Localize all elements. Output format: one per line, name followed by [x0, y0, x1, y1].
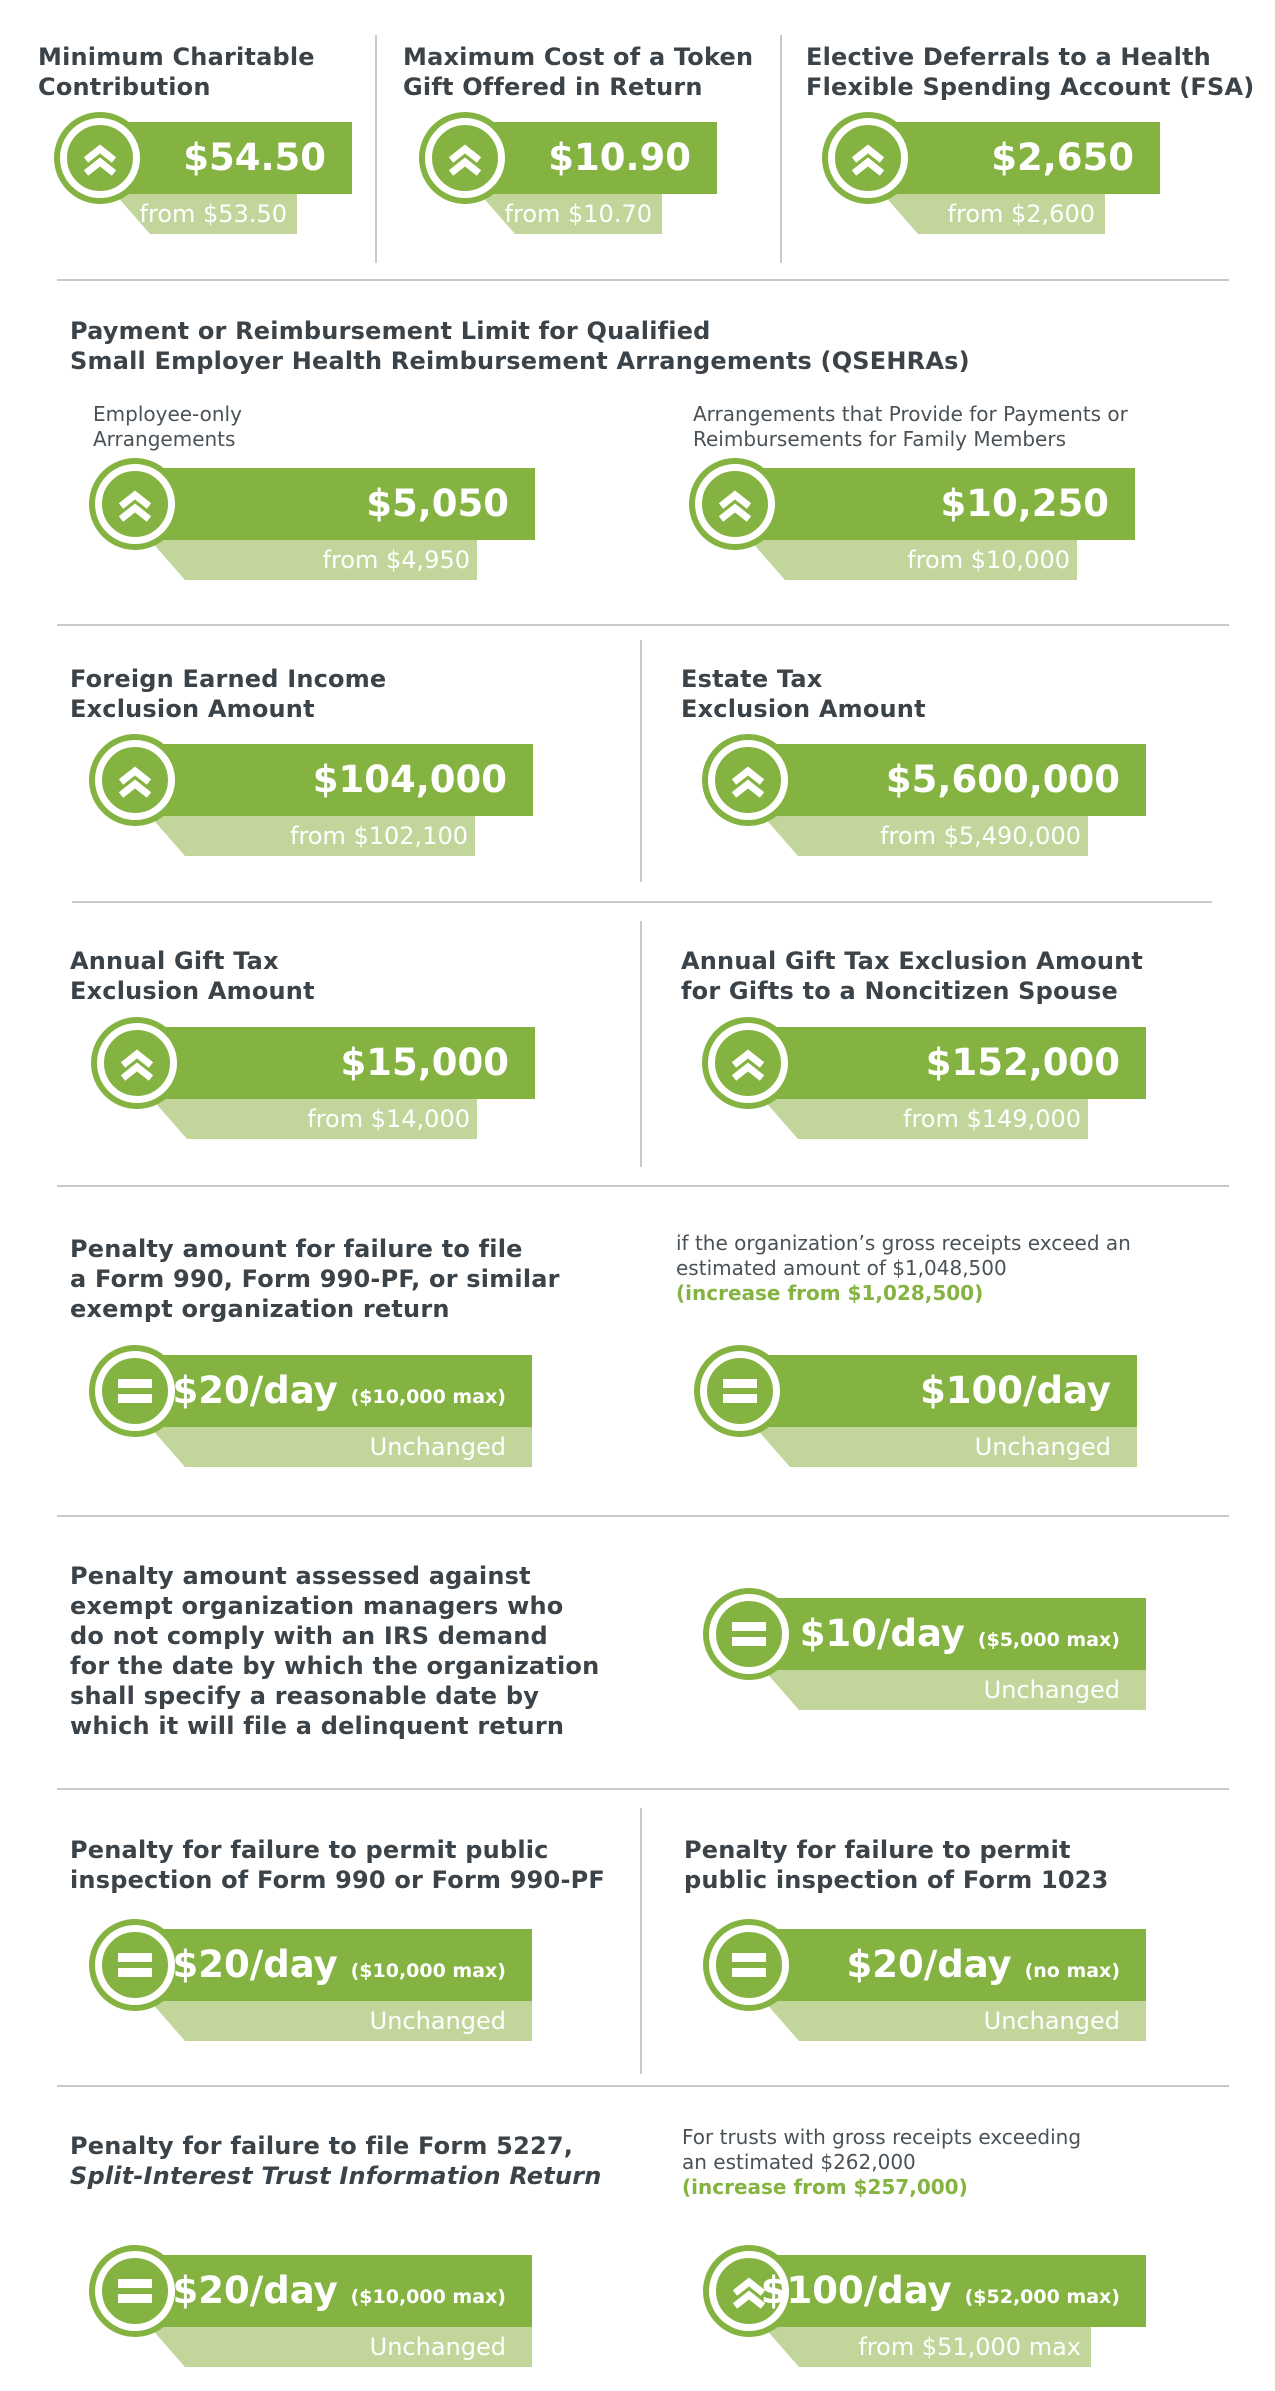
gift-noncitizen-title: Annual Gift Tax Exclusion Amount for Gifts to a Noncitizen Spouse	[681, 947, 1144, 1005]
divider-vertical	[640, 921, 642, 1167]
amount: $10/day ($5,000 max)	[799, 1612, 1120, 1655]
amount: $20/day ($10,000 max)	[172, 1943, 506, 1986]
from-value: from $2,600	[947, 200, 1095, 228]
amount: $20/day ($10,000 max)	[172, 1369, 506, 1412]
status-unchanged: Unchanged	[983, 2007, 1120, 2035]
qsehra-family-subtitle: Arrangements that Provide for Payments or Reimbursements for Family Members	[693, 402, 1128, 451]
from-value: from $149,000	[903, 1105, 1081, 1133]
status-unchanged: Unchanged	[974, 1433, 1111, 1461]
amount: $2,650	[991, 136, 1134, 179]
divider-vertical	[780, 35, 782, 263]
from-value: from $51,000 max	[858, 2333, 1081, 2361]
from-value: from $4,950	[322, 546, 470, 574]
divider-horizontal	[57, 1788, 1229, 1790]
fsa-badge	[828, 122, 1160, 234]
increase-chevron-icon	[708, 1023, 788, 1103]
form990-large-badge	[700, 1355, 1137, 1467]
amount: $15,000	[340, 1041, 509, 1084]
gift-tax-title: Annual Gift Tax Exclusion Amount	[70, 947, 315, 1005]
estate-tax-title: Estate Tax Exclusion Amount	[681, 665, 926, 723]
qsehra-title: Payment or Reimbursement Limit for Qualified Small Employer Health Reimbursement Arrangements (QSEHRAs)	[70, 317, 970, 375]
inspection-990-title: Penalty for failure to permit public inspection of Form 990 or Form 990-PF	[70, 1836, 605, 1894]
qsehra-employee-subtitle: Employee-only Arrangements	[93, 402, 242, 451]
fsa-title: Elective Deferrals to a Health Flexible Spending Account (FSA)	[806, 43, 1255, 101]
from-value: from $53.50	[139, 200, 287, 228]
divider-horizontal	[57, 2085, 1229, 2087]
from-value: from $10,000	[907, 546, 1070, 574]
increase-chevron-icon	[695, 464, 775, 544]
amount: $5,600,000	[885, 758, 1120, 801]
amount: $20/day (no max)	[846, 1943, 1120, 1986]
unchanged-equals-icon	[709, 1925, 789, 2005]
increase-chevron-icon	[95, 464, 175, 544]
unchanged-equals-icon	[95, 2251, 175, 2331]
amount: $54.50	[183, 136, 326, 179]
divider-horizontal	[57, 279, 1229, 281]
amount: $20/day ($10,000 max)	[172, 2269, 506, 2312]
from-value: from $10.70	[504, 200, 652, 228]
from-value: from $102,100	[290, 822, 468, 850]
managers-penalty-badge	[709, 1598, 1146, 1710]
unchanged-equals-icon	[709, 1594, 789, 1674]
status-unchanged: Unchanged	[369, 2007, 506, 2035]
increase-chevron-icon	[60, 118, 140, 198]
form5227-title: Penalty for failure to file Form 5227, Split-Interest Trust Information Return	[70, 2132, 602, 2190]
amount: $152,000	[925, 1041, 1120, 1084]
increase-chevron-icon	[425, 118, 505, 198]
trusts-badge	[709, 2255, 1146, 2367]
divider-horizontal	[57, 1185, 1229, 1187]
foreign-income-title: Foreign Earned Income Exclusion Amount	[70, 665, 387, 723]
from-value: from $5,490,000	[880, 822, 1081, 850]
increase-chevron-icon	[97, 1023, 177, 1103]
managers-penalty-title: Penalty amount assessed against exempt organization managers who do not comply with an IRS demand for the date by which the organization shall specify a reasonable date by which it will file a delinquent return	[70, 1562, 600, 1740]
gift-tax-badge	[97, 1027, 535, 1139]
amount: $104,000	[312, 758, 507, 801]
unchanged-equals-icon	[95, 1925, 175, 2005]
status-unchanged: Unchanged	[369, 1433, 506, 1461]
foreign-income-badge	[95, 744, 533, 856]
estate-tax-badge	[708, 744, 1146, 856]
divider-vertical	[640, 1808, 642, 2074]
divider-horizontal	[57, 1515, 1229, 1517]
increase-chevron-icon	[95, 740, 175, 820]
token-gift-title: Maximum Cost of a Token Gift Offered in Return	[403, 43, 754, 101]
token-gift-badge	[425, 122, 717, 234]
trusts-note: For trusts with gross receipts exceeding an estimated $262,000 (increase from $257,000)	[682, 2125, 1082, 2199]
unchanged-equals-icon	[95, 1351, 175, 1431]
increase-chevron-icon	[708, 740, 788, 820]
amount: $5,050	[366, 482, 509, 525]
charitable-title: Minimum Charitable Contribution	[38, 43, 315, 101]
qsehra-employee-badge	[95, 468, 535, 580]
from-value: from $14,000	[307, 1105, 470, 1133]
inspection-990-badge	[95, 1929, 532, 2041]
amount: $100/day	[920, 1369, 1111, 1412]
status-unchanged: Unchanged	[983, 1676, 1120, 1704]
amount: $10.90	[548, 136, 691, 179]
gift-noncitizen-badge	[708, 1027, 1146, 1139]
divider-horizontal	[57, 624, 1229, 626]
form990-penalty-badge	[95, 1355, 532, 1467]
amount: $100/day ($52,000 max)	[760, 2269, 1120, 2312]
unchanged-equals-icon	[700, 1351, 780, 1431]
form990-penalty-title: Penalty amount for failure to file a Form 990, Form 990-PF, or similar exempt organization return	[70, 1235, 560, 1323]
status-unchanged: Unchanged	[369, 2333, 506, 2361]
qsehra-family-badge	[695, 468, 1135, 580]
amount: $10,250	[940, 482, 1109, 525]
inspection-1023-badge	[709, 1929, 1146, 2041]
charitable-badge	[60, 122, 352, 234]
divider-vertical	[375, 35, 377, 263]
divider-horizontal	[72, 901, 1212, 903]
increase-chevron-icon	[828, 118, 908, 198]
form990-large-note: if the organization’s gross receipts exceed an estimated amount of $1,048,500 (increase from $1,028,500)	[676, 1231, 1131, 1305]
divider-vertical	[640, 640, 642, 882]
form5227-badge	[95, 2255, 532, 2367]
inspection-1023-title: Penalty for failure to permit public inspection of Form 1023	[684, 1836, 1109, 1894]
